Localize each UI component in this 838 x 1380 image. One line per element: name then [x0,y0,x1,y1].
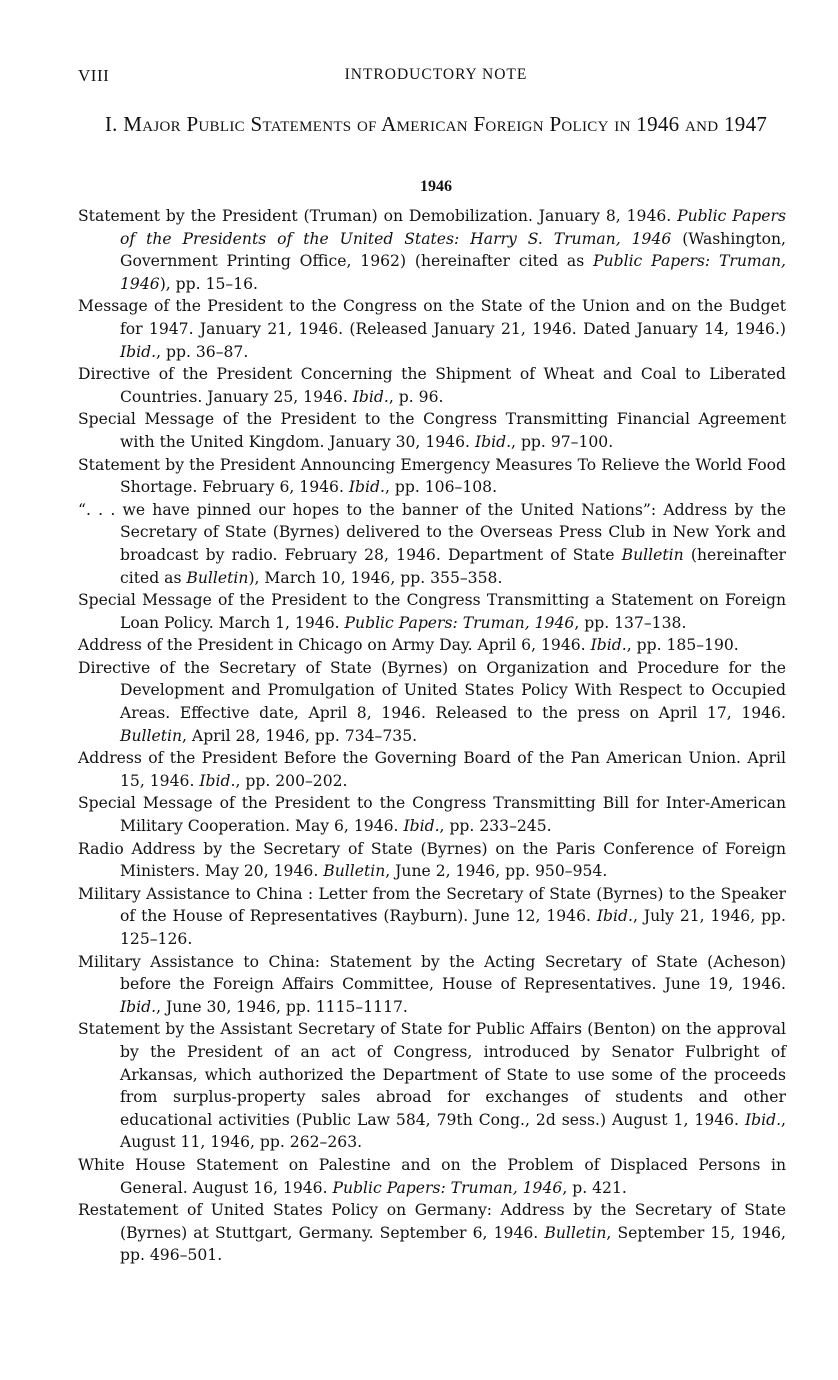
list-item [78,634,786,657]
entry-text: ), March 10, 1946, pp. 355–358. [248,568,503,587]
entry-text: Restatement of United States Policy on Germany: Address by the Secretary of State (Byrnes) at Stuttgart, Germany. September 6, 1946. [78,1201,786,1242]
list-item [78,408,786,453]
year-heading: 1946 [420,178,452,195]
entry-text: Statement by the Assistant Secretary of State for Public Affairs (Benton) on the approval by the President of an act of Congress, introduced by Senator Fulbright of Arkansas, which authorized the Department of State to use some of the proceeds from surplus-property sales abroad for exchanges of students and other educational activities (Public Law 584, 79th Cong., 2d sess.) August 1, 1946. [78,1020,786,1129]
citation-title: Public Papers: Truman, 1946 [332,1178,563,1197]
citation-title: Ibid. [590,636,627,655]
list-item [78,1154,786,1199]
citation-title: Ibid. [474,432,512,451]
list-item [78,951,786,1019]
citation-title: Ibid. [352,387,389,406]
entry-text: Special Message of the President to the Congress Transmitting Financial Agreement with the United Kingdom. January 30, 1946. [78,410,786,451]
list-item [78,1018,786,1154]
citation-title: Ibid. [348,478,385,497]
entry-text: “. . . we have pinned our hopes to the banner of the United Nations”: Address by the Secretary of State (Byrnes) delivered to the Overseas Press Club in New York and broadcast by radio. February 28, 1946. Department of State [78,500,786,564]
citation-title: Ibid. [596,907,633,926]
entry-text: Radio Address by the Secretary of State (Byrnes) on the Paris Conference of Foreign Ministers. May 20, 1946. [78,839,786,881]
entry-text: Military Assistance to China: Statement by the Acting Secretary of State (Acheson) before the Foreign Affairs Committee, House of Representatives. June 19, 1946. [78,952,786,994]
list-item [78,747,786,792]
entry-text: Military Assistance to China : Letter from the Secretary of State (Byrnes) to the Speaker of the House of Representatives (Rayburn). June 12, 1946. [78,884,786,926]
entry-text: , June 30, 1946, pp. 1115–1117. [156,997,408,1016]
citation-title: Ibid. [744,1110,782,1129]
entry-text: Statement by the President Announcing Emergency Measures To Relieve the World Food Shortage. February 6, 1946. [78,455,786,497]
entry-text: Directive of the President Concerning the Shipment of Wheat and Coal to Liberated Countries. January 25, 1946. [78,365,786,406]
citation-title: Ibid. [120,342,157,361]
entry-text: , p. 96. [388,387,444,406]
citation-title: Bulletin [544,1223,607,1242]
page-number: VIII [78,66,110,85]
citation-title: Ibid. [199,771,236,790]
citation-title: Ibid. [120,997,157,1016]
citation-title: Public Papers: Truman, 1946 [120,252,786,293]
citation-title: Bulletin [120,726,183,745]
entry-text: , pp. 36–87. [156,342,249,361]
entry-text: Special Message of the President to the Congress Transmitting a Statement on Foreign Loan Policy. March 1, 1946. [78,591,786,632]
entry-text: Address of the President in Chicago on Army Day. April 6, 1946. [78,636,591,655]
citation-title: Public Papers of the Presidents of the United States: Harry S. Truman, 1946 [120,207,786,248]
list-item [78,589,786,634]
entry-text: Special Message of the President to the Congress Transmitting Bill for Inter-American Military Cooperation. May 6, 1946. [78,794,786,836]
running-head: INTRODUCTORY NOTE [344,66,528,83]
list-item [78,499,786,589]
list-item [78,657,786,747]
citation-title: Bulletin [323,862,386,881]
entry-text: , pp. 106–108. [384,478,498,497]
entry-text: , pp. 185–190. [626,636,739,655]
citation-title: Public Papers: Truman, 1946 [344,613,575,632]
entry-text: ), pp. 15–16. [159,274,259,293]
entry-text: Address of the President Before the Governing Board of the Pan American Union. April 15, 1946. [78,749,786,790]
entry-text: White House Statement on Palestine and on the Problem of Displaced Persons in General. August 16, 1946. [78,1155,786,1197]
entry-text: (hereinafter cited as [120,545,786,587]
entry-text: Statement by the President (Truman) on Demobilization. January 8, 1946. [78,207,678,225]
entry-text: , pp. 233–245. [439,817,552,836]
entry-text: Directive of the Secretary of State (Byrnes) on Organization and Procedure for the Development and Promulgation of United States Policy With Respect to Occupied Areas. Effective date, April 8, 1946. Released to the press on April 17, 1946. [78,658,786,723]
list-item [78,205,786,295]
entry-text: , pp. 137–138. [574,613,687,632]
entry-text: , p. 421. [562,1178,627,1197]
list-item [78,838,786,883]
entry-text: , August 11, 1946, pp. 262–263. [120,1110,786,1152]
list-item [78,792,786,837]
entry-text: , April 28, 1946, pp. 734–735. [182,726,418,745]
entry-text: (Washington, Government Printing Office, 1962) (hereinafter cited as [120,229,786,271]
entry-text: , pp. 97–100. [511,432,614,451]
entry-text: , September 15, 1946, pp. 496–501. [120,1223,786,1265]
entry-text: , July 21, 1946, pp. 125–126. [120,907,786,948]
citation-title: Bulletin [621,545,684,564]
section-title [78,110,794,139]
entry-text: , June 2, 1946, pp. 950–954. [385,862,608,881]
page-header [78,66,794,88]
list-item [78,363,786,408]
citation-title: Bulletin [186,568,249,587]
list-item [78,1199,786,1267]
list-item [78,295,786,363]
entry-text: , pp. 200–202. [235,771,348,790]
citation-title: Ibid. [403,817,440,836]
entry-list [78,205,786,1267]
list-item [78,883,786,951]
entry-text: Message of the President to the Congress on the State of the Union and on the Budget for 1947. January 21, 1946. (Released January 21, 1946. Dated January 14, 1946.) [78,297,786,338]
list-item [78,454,786,499]
section-title-text: Major Public Statements of American Foreign Policy in 1946 and 1947 [123,112,768,136]
section-number: I. [104,112,118,136]
